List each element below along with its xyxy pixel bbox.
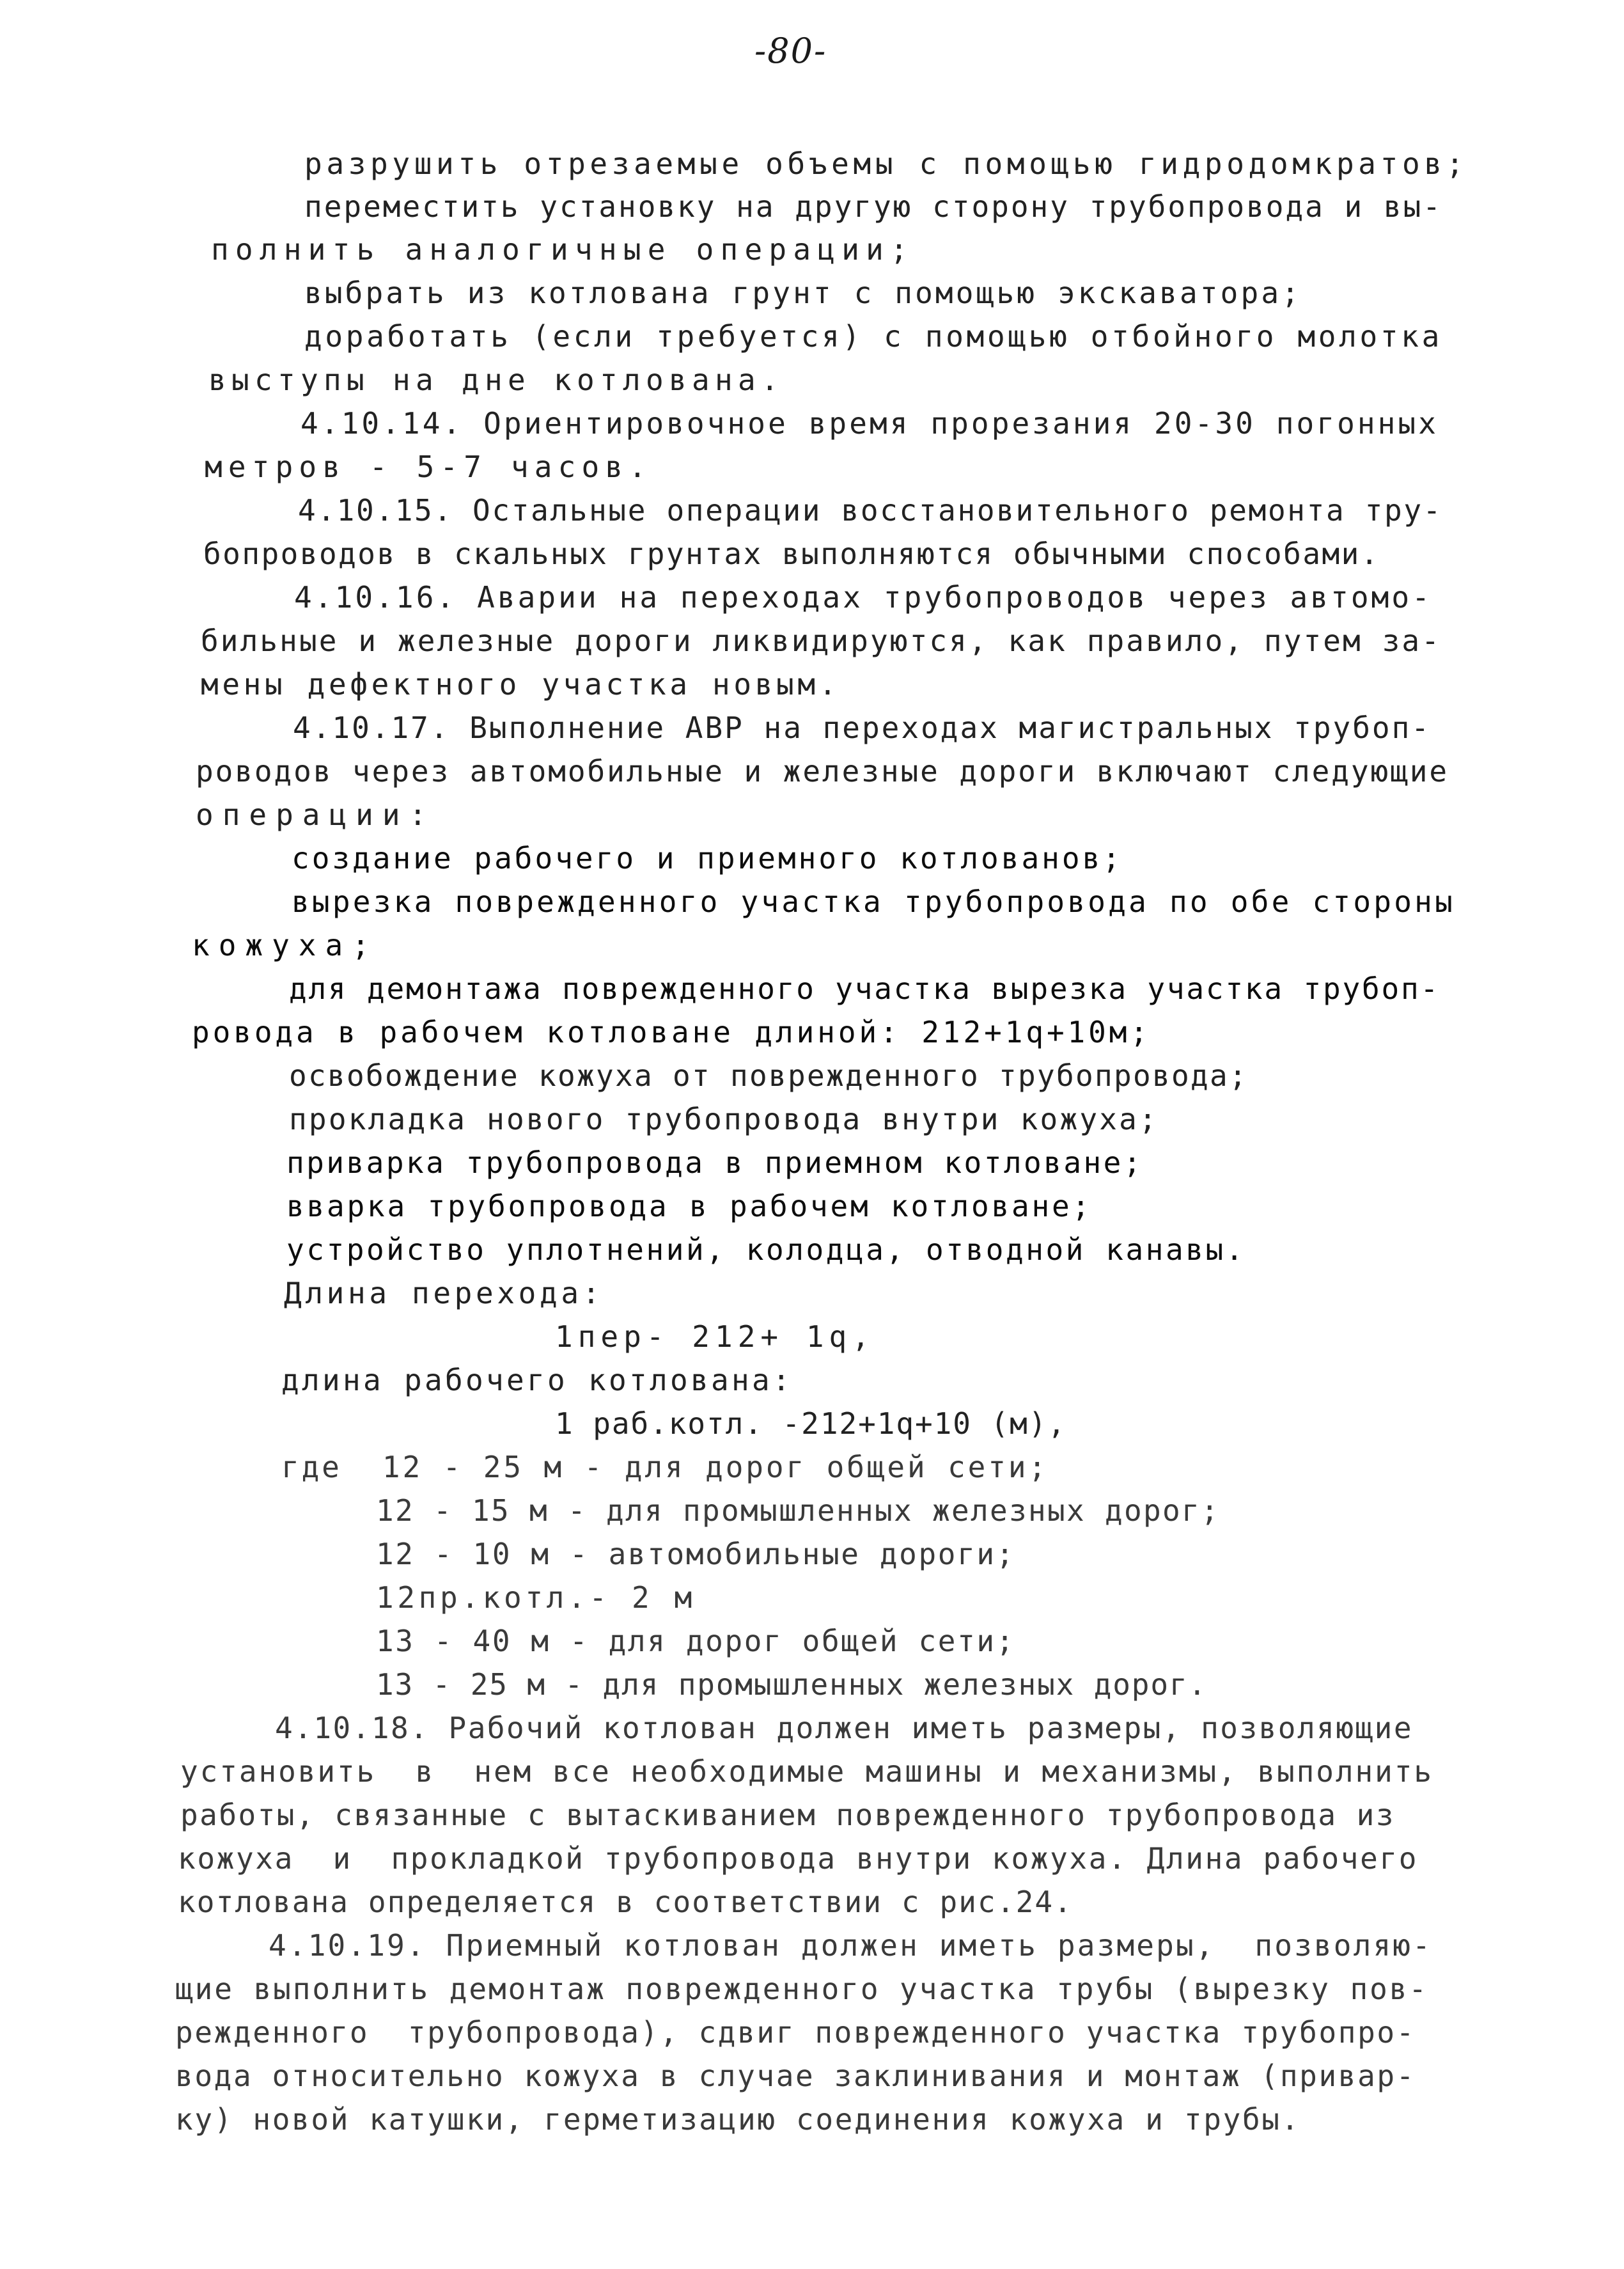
text-line: установить в нем все необходимые машины и механизмы, выполнить — [180, 1754, 1433, 1789]
text-line: 4.10.18. Рабочий котлован должен иметь размеры, позволяющие — [275, 1711, 1413, 1745]
text-line: вода относительно кожуха в случае заклинивания и монтаж (привар- — [175, 2059, 1416, 2093]
text-line: 13 - 40 м - для дорог общей сети; — [376, 1624, 1015, 1658]
text-line: 4.10.16. Аварии на переходах трубопроводов через автомо- — [294, 580, 1432, 615]
text-line: приварка трубопровода в приемном котловане; — [286, 1145, 1143, 1180]
text-line: 12 - 10 м - автомобильные дороги; — [376, 1537, 1015, 1571]
text-line: бопроводов в скальных грунтах выполняются обычными способами. — [203, 537, 1380, 571]
text-line: котлована определяется в соответствии с рис.24. — [178, 1885, 1073, 1919]
text-line: 13 - 25 м - для промышленных железных дорог. — [376, 1667, 1207, 1702]
text-line: режденного трубопровода), сдвиг поврежденного участка трубопро- — [175, 2015, 1416, 2050]
text-line: выбрать из котлована грунт с помощью экскаватора; — [304, 276, 1302, 310]
text-line: кожуха и прокладкой трубопровода внутри кожуха. Длина рабочего — [178, 1841, 1418, 1876]
text-line: для демонтажа поврежденного участка вырезка участка трубоп- — [289, 971, 1440, 1006]
text-line: 4.10.15. Остальные операции восстановительного ремонта тру- — [298, 493, 1442, 528]
text-line: где 12 - 25 м - для дорог общей сети; — [281, 1450, 1049, 1484]
text-line: Длина перехода: — [284, 1276, 604, 1310]
text-line: ровода в рабочем котловане длиной: 212+1q+10м; — [192, 1015, 1151, 1049]
text-line: 4.10.17. Выполнение АВР на переходах магистральных трубоп- — [293, 711, 1431, 745]
text-line: переместить установку на другую сторону трубопровода и вы- — [304, 189, 1442, 224]
text-line: полнить аналогичные операции; — [211, 232, 914, 267]
text-line: работы, связанные с вытаскиванием поврежденного трубопровода из — [180, 1798, 1395, 1832]
text-line: разрушить отрезаемые объемы с помощью гидродомкратов; — [304, 146, 1468, 181]
text-line: кожуха; — [192, 928, 379, 962]
text-line: ку) новой катушки, герметизацию соединения кожуха и трубы. — [175, 2102, 1300, 2137]
text-line: метров - 5-7 часов. — [205, 450, 652, 484]
text-line: вварка трубопровода в рабочем котловане; — [286, 1189, 1092, 1223]
text-line: устройство уплотнений, колодца, отводной канавы. — [286, 1232, 1245, 1267]
text-line: 12пр.котл.- 2 м — [376, 1580, 696, 1615]
text-line: 12 - 15 м - для промышленных железных дорог; — [376, 1493, 1220, 1528]
text-line: бильные и железные дороги ликвидируются, как правило, путем за- — [201, 624, 1441, 658]
text-line: 4.10.19. Приемный котлован должен иметь размеры, позволяю- — [269, 1928, 1432, 1963]
text-line: доработать (если требуется) с помощью отбойного молотка — [304, 319, 1442, 354]
formula-line: 1 раб.котл. -212+1q+10 (м), — [555, 1406, 1066, 1441]
text-line: освобождение кожуха от поврежденного трубопровода; — [289, 1058, 1248, 1093]
text-line: операции: — [196, 797, 436, 832]
text-line: щие выполнить демонтаж поврежденного участка трубы (вырезку пов- — [175, 1972, 1428, 2006]
text-line: прокладка нового трубопровода внутри кожуха; — [289, 1102, 1159, 1136]
text-line: длина рабочего котлована: — [281, 1363, 793, 1397]
text-line: создание рабочего и приемного котлованов; — [292, 841, 1123, 875]
text-line: вырезка поврежденного участка трубопровода по обе стороны — [292, 884, 1455, 919]
text-line: роводов через автомобильные и железные дороги включают следующие — [196, 754, 1449, 789]
formula-line: 1пер- 212+ 1q, — [555, 1319, 875, 1354]
text-line: мены дефектного участка новым. — [201, 667, 840, 702]
text-line: выступы на дне котлована. — [208, 363, 784, 397]
text-line: 4.10.14. Ориентировочное время прорезания 20-30 погонных — [301, 406, 1439, 441]
page-number: -80- — [754, 31, 827, 71]
